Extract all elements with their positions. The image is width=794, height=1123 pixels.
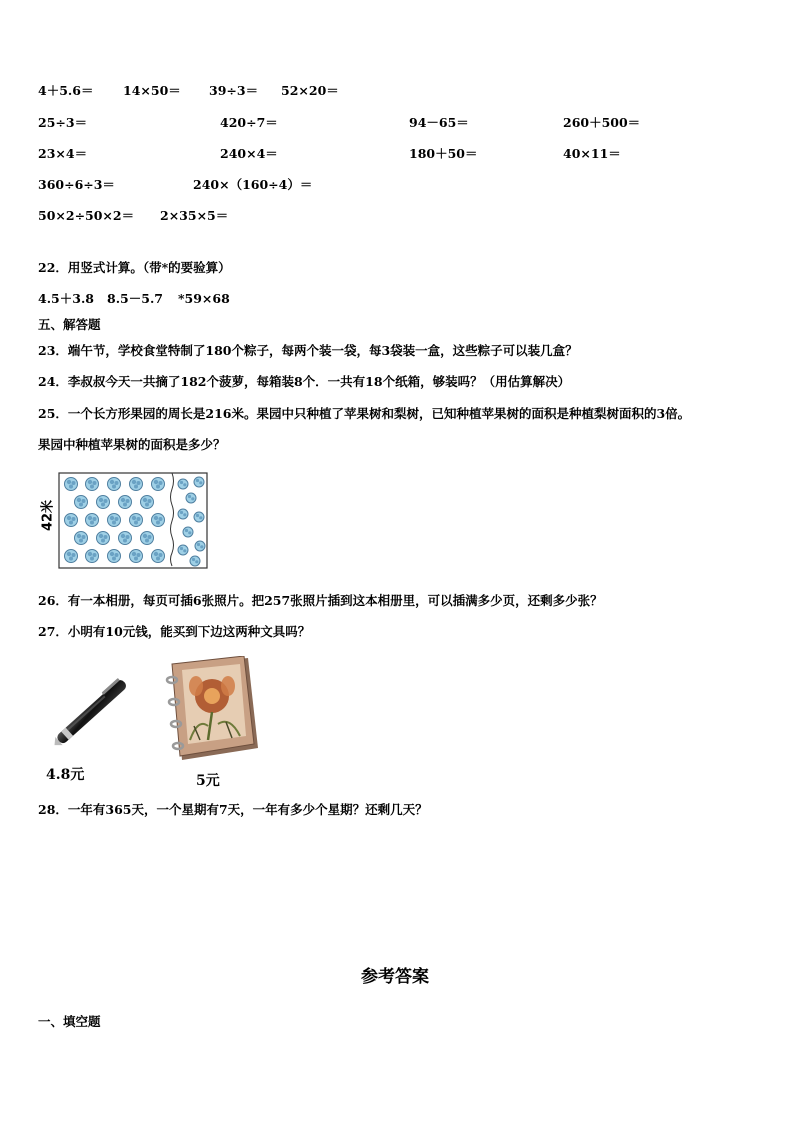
calc-1-4: 52×20＝ <box>281 83 339 98</box>
calc-1-2: 14×50＝ <box>123 83 181 98</box>
calc-5-2: 2×35×5＝ <box>160 208 229 223</box>
q22-title: 22．用竖式计算。（带*的要验算） <box>38 260 231 275</box>
orchard-width-label: 42米 <box>40 499 56 532</box>
q25-line1: 25．一个长方形果园的周长是216米。果园中只种植了苹果树和梨树，已知种植苹果树的面积是种植梨树面积的3倍。 <box>38 406 691 421</box>
pen-illustration <box>42 664 142 760</box>
notebook-icon <box>160 656 262 764</box>
section-5-title: 五、解答题 <box>38 317 101 332</box>
q26: 26．有一本相册，每页可插6张照片。把257张照片插到这本相册里，可以插满多少页，还剩多少张？ <box>38 593 603 608</box>
q27: 27．小明有10元钱，能买到下边这两种文具吗？ <box>38 624 311 639</box>
answer-section-1: 一、填空题 <box>38 1014 101 1029</box>
calc-2-4: 260＋500＝ <box>563 115 641 130</box>
q22-item-1: 4.5＋3.8 <box>38 291 94 306</box>
pen-price: 4.8元 <box>46 767 85 783</box>
calc-3-4: 40×11＝ <box>563 146 621 161</box>
notebook-illustration <box>160 656 262 764</box>
calc-4-2: 240×（160÷4）＝ <box>193 177 313 192</box>
q22-item-2: 8.5－5.7 <box>107 291 163 306</box>
pen-icon <box>42 664 142 760</box>
answer-title: 参考答案 <box>361 967 429 987</box>
q22-item-3: *59×68 <box>178 291 230 306</box>
notebook-price: 5元 <box>196 773 220 789</box>
calc-5-1: 50×2÷50×2＝ <box>38 208 135 223</box>
q25-line2: 果园中种植苹果树的面积是多少？ <box>38 437 226 452</box>
q23: 23．端午节，学校食堂特制了180个粽子，每两个装一袋，每3袋装一盒，这些粽子可以装几盒？ <box>38 343 578 358</box>
calc-3-1: 23×4＝ <box>38 146 88 161</box>
calc-1-3: 39÷3＝ <box>209 83 259 98</box>
orchard-diagram <box>38 470 213 572</box>
q28: 28．一年有365天，一个星期有7天，一年有多少个星期？还剩几天？ <box>38 802 428 817</box>
calc-4-1: 360÷6÷3＝ <box>38 177 115 192</box>
calc-3-3: 180＋50＝ <box>409 146 478 161</box>
calc-2-3: 94－65＝ <box>409 115 469 130</box>
orchard-figure <box>38 470 213 572</box>
q24: 24．李叔叔今天一共摘了182个菠萝，每箱装8个．一共有18个纸箱，够装吗？（用估算解决） <box>38 374 571 389</box>
calc-2-2: 420÷7＝ <box>220 115 278 130</box>
calc-1-1: 4＋5.6＝ <box>38 83 94 98</box>
calc-2-1: 25÷3＝ <box>38 115 88 130</box>
calc-3-2: 240×4＝ <box>220 146 278 161</box>
